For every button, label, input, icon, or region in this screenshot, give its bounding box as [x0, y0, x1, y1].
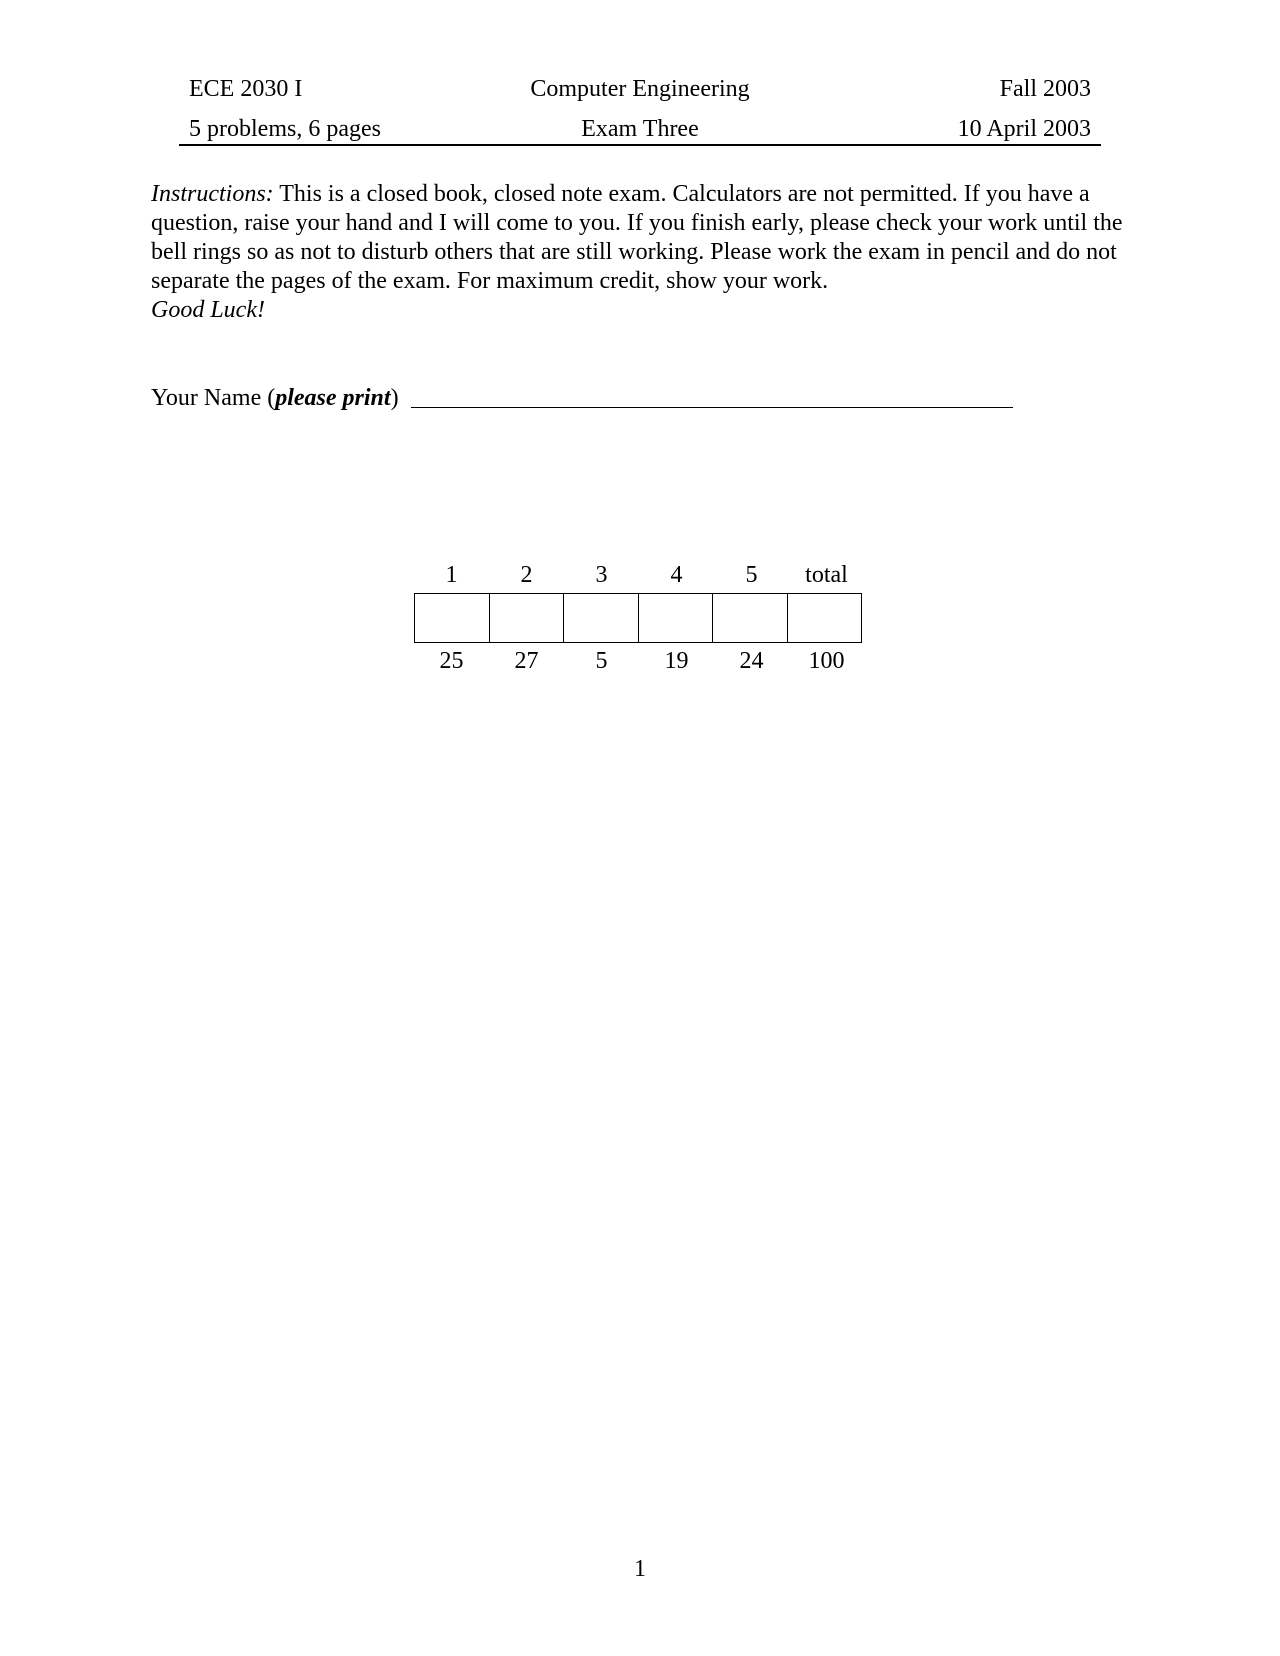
- problem-label: 1: [445, 562, 458, 588]
- exam-date: 10 April 2003: [957, 116, 1091, 142]
- problem-points: 27: [514, 648, 539, 674]
- score-box[interactable]: [490, 593, 565, 643]
- score-box[interactable]: [564, 593, 639, 643]
- problem-points: 24: [739, 648, 764, 674]
- page-number: 1: [634, 1556, 646, 1582]
- score-boxes-row: [414, 593, 864, 643]
- exam-title: Exam Three: [581, 116, 699, 142]
- instructions-label: Instructions:: [151, 181, 274, 207]
- instructions-paragraph: [151, 180, 1131, 325]
- score-box[interactable]: [639, 593, 714, 643]
- total-score-box[interactable]: [788, 593, 863, 643]
- problem-label: 2: [520, 562, 533, 588]
- total-label: total: [805, 562, 848, 588]
- header-underline: [179, 144, 1101, 146]
- header-row-bottom: [179, 114, 1101, 144]
- score-table: [414, 560, 864, 676]
- score-labels-row: [414, 560, 864, 590]
- good-luck-text: Good Luck!: [151, 297, 265, 323]
- total-points: 100: [808, 648, 845, 674]
- score-points-row: [414, 646, 864, 676]
- student-name-field: [151, 383, 1013, 413]
- problem-page-count: 5 problems, 6 pages: [189, 116, 381, 142]
- problem-label: 5: [745, 562, 758, 588]
- semester: Fall 2003: [999, 76, 1091, 102]
- header-row-top: [179, 74, 1101, 104]
- problem-points: 25: [439, 648, 464, 674]
- name-prefix: Your Name (: [151, 385, 276, 411]
- name-blank-line[interactable]: [411, 385, 1013, 408]
- score-box[interactable]: [713, 593, 788, 643]
- problem-label: 4: [670, 562, 683, 588]
- problem-label: 3: [595, 562, 608, 588]
- name-suffix: ): [390, 385, 399, 411]
- score-box[interactable]: [415, 593, 490, 643]
- instructions-text: This is a closed book, closed note exam. Calculators are not permitted. If you have a question, raise your hand and I will come to you. If you finish early, please check your work until the bell rings so as not to disturb others that are still working. Please work the exam in pencil and do not separate the pages of the exam. For maximum credit, show your work.: [151, 181, 1123, 294]
- problem-points: 19: [664, 648, 689, 674]
- exam-header: [179, 74, 1101, 142]
- department-name: Computer Engineering: [530, 76, 750, 102]
- course-code: ECE 2030 I: [189, 76, 303, 102]
- name-emphasis: please print: [275, 385, 391, 411]
- problem-points: 5: [595, 648, 608, 674]
